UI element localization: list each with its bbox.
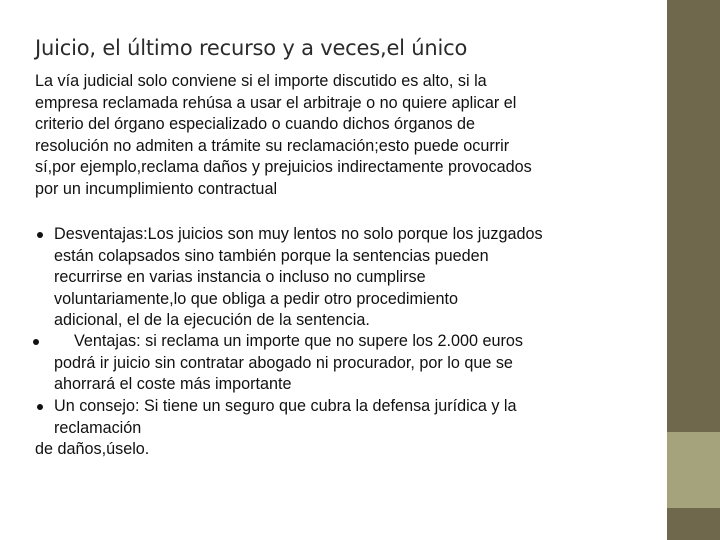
paragraph-line: La vía judicial solo conviene si el importe discutido es alto, si la [35,72,487,90]
paragraph-line: sí,por ejemplo,reclama daños y prejuicios indirectamente provocados [35,158,532,177]
bullet-dot-icon [33,339,39,345]
paragraph-line: criterio del órgano especializado o cuando dichos órganos de [35,115,476,134]
bullet-line: adicional, el de la ejecución de la sentencia. [54,311,370,330]
decorative-sidebar [667,0,720,540]
bullet-dot-icon [37,232,43,238]
sidebar-block-accent [667,432,720,508]
bullet-desventajas [54,224,543,332]
bullet-line: Un consejo: Si tiene un seguro que cubra la defensa jurídica y la [54,397,517,415]
intro-paragraph [35,71,625,201]
bullet-dot-icon [37,404,43,410]
bullet-line: de daños,úselo. [35,440,150,459]
bullet-line: ahorrará el coste más importante [54,375,292,394]
paragraph-line: resolución no admiten a trámite su reclamación;esto puede ocurrir [35,136,510,155]
bullet-line: voluntariamente,lo que obliga a pedir otro procedimiento [54,289,459,308]
bullet-line: recurrirse en varias instancia o incluso no cumplirse [54,268,426,287]
bullet-consejo [35,396,517,461]
bullet-line: Ventajas: si reclama un importe que no supere los 2.000 euros [74,332,524,350]
bullet-ventajas [54,331,523,396]
paragraph-line: por un incumplimiento contractual [35,179,278,198]
bullet-line: podrá ir juicio sin contratar abogado ni procurador, por lo que se [54,353,513,372]
slide-title: Juicio, el último recurso y a veces,el único [35,36,468,61]
sidebar-block-top [667,0,720,432]
sidebar-block-bottom [667,508,720,540]
bullet-line: reclamación [54,418,142,437]
bullet-line: Desventajas:Los juicios son muy lentos no solo porque los juzgados [54,225,543,243]
paragraph-line: empresa reclamada rehúsa a usar el arbitraje o no quiere aplicar el [35,93,517,112]
bullet-line: están colapsados sino también porque la sentencias pueden [54,246,489,265]
